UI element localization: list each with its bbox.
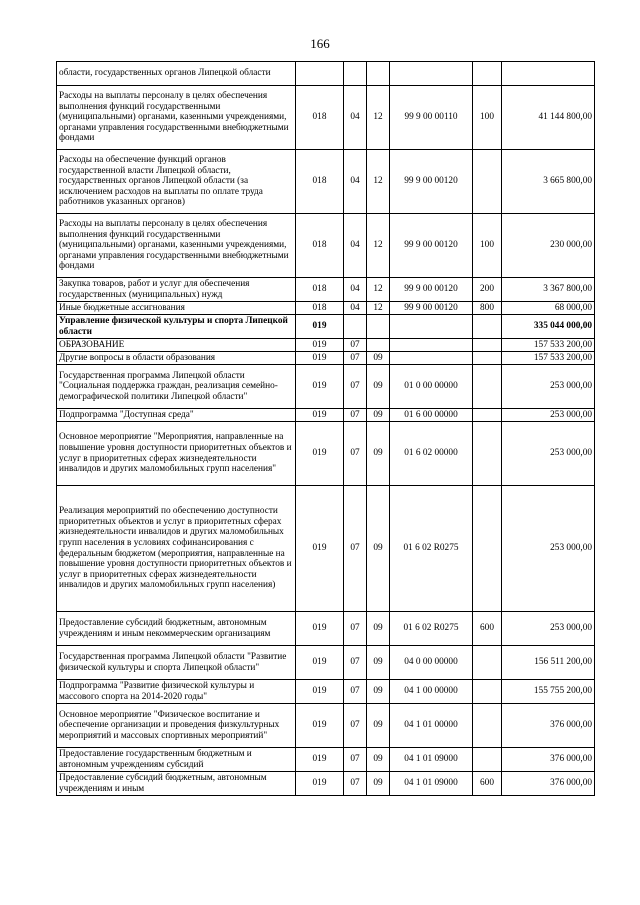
cell-ministry-code bbox=[296, 62, 344, 86]
table-row bbox=[57, 278, 595, 302]
cell-target-code: 01 6 02 R0275 bbox=[390, 612, 473, 646]
cell-ministry-code: 019 bbox=[296, 646, 344, 680]
cell-target-code: 99 9 00 00120 bbox=[390, 150, 473, 214]
cell-section-code: 07 bbox=[344, 680, 367, 704]
cell-section-code: 07 bbox=[344, 748, 367, 772]
cell-target-code: 99 9 00 00120 bbox=[390, 278, 473, 302]
cell-ministry-code: 018 bbox=[296, 302, 344, 315]
cell-ministry-code: 018 bbox=[296, 214, 344, 278]
cell-expense-type bbox=[473, 680, 502, 704]
cell-section-code: 07 bbox=[344, 486, 367, 612]
cell-ministry-code: 018 bbox=[296, 150, 344, 214]
cell-amount: 253 000,00 bbox=[502, 365, 595, 409]
cell-subsection-code: 09 bbox=[367, 352, 390, 365]
cell-section-code: 07 bbox=[344, 352, 367, 365]
cell-ministry-code: 018 bbox=[296, 278, 344, 302]
cell-expense-type: 200 bbox=[473, 278, 502, 302]
cell-section-code: 07 bbox=[344, 646, 367, 680]
cell-section-code: 04 bbox=[344, 302, 367, 315]
cell-ministry-code: 019 bbox=[296, 315, 344, 339]
cell-ministry-code: 019 bbox=[296, 365, 344, 409]
cell-amount bbox=[502, 62, 595, 86]
cell-amount: 230 000,00 bbox=[502, 214, 595, 278]
cell-subsection-code: 12 bbox=[367, 278, 390, 302]
cell-target-code bbox=[390, 315, 473, 339]
table-row bbox=[57, 646, 595, 680]
cell-expense-type bbox=[473, 422, 502, 486]
cell-target-code: 01 6 00 00000 bbox=[390, 409, 473, 422]
cell-expense-type bbox=[473, 704, 502, 748]
cell-subsection-code: 09 bbox=[367, 772, 390, 796]
cell-ministry-code: 019 bbox=[296, 486, 344, 612]
cell-expense-type: 800 bbox=[473, 302, 502, 315]
cell-subsection-code: 12 bbox=[367, 302, 390, 315]
cell-section-code: 04 bbox=[344, 150, 367, 214]
cell-name: Основное мероприятие "Физическое воспитание и обеспечение организации и проведения физкультурных мероприятий и массовых спортивных мероприятий" bbox=[57, 704, 296, 748]
table-row bbox=[57, 352, 595, 365]
cell-ministry-code: 019 bbox=[296, 772, 344, 796]
cell-subsection-code bbox=[367, 62, 390, 86]
budget-table bbox=[56, 61, 595, 796]
cell-expense-type bbox=[473, 339, 502, 352]
cell-name: Расходы на выплаты персоналу в целях обеспечения выполнения функций государственными (муниципальными) органами, казенными учреждениями, органами управления государственными внебюджетными фондами bbox=[57, 86, 296, 150]
cell-target-code bbox=[390, 339, 473, 352]
table-row bbox=[57, 422, 595, 486]
cell-subsection-code: 09 bbox=[367, 422, 390, 486]
cell-subsection-code: 09 bbox=[367, 646, 390, 680]
cell-expense-type bbox=[473, 646, 502, 680]
cell-expense-type: 600 bbox=[473, 612, 502, 646]
cell-subsection-code: 12 bbox=[367, 150, 390, 214]
table-row bbox=[57, 214, 595, 278]
cell-subsection-code: 12 bbox=[367, 86, 390, 150]
cell-section-code: 07 bbox=[344, 422, 367, 486]
table-row bbox=[57, 704, 595, 748]
cell-ministry-code: 019 bbox=[296, 339, 344, 352]
cell-expense-type bbox=[473, 315, 502, 339]
cell-expense-type bbox=[473, 62, 502, 86]
cell-target-code: 01 6 02 R0275 bbox=[390, 486, 473, 612]
cell-subsection-code: 09 bbox=[367, 486, 390, 612]
cell-target-code: 04 1 01 09000 bbox=[390, 772, 473, 796]
cell-name: Основное мероприятие "Мероприятия, направленные на повышение уровня доступности приоритетных объектов и услуг в приоритетных сферах жизнедеятельности инвалидов и других маломобильных групп населения" bbox=[57, 422, 296, 486]
cell-subsection-code bbox=[367, 315, 390, 339]
cell-subsection-code: 09 bbox=[367, 409, 390, 422]
cell-name: Иные бюджетные ассигнования bbox=[57, 302, 296, 315]
cell-subsection-code: 09 bbox=[367, 704, 390, 748]
cell-target-code bbox=[390, 62, 473, 86]
cell-name: области, государственных органов Липецкой области bbox=[57, 62, 296, 86]
cell-expense-type: 100 bbox=[473, 86, 502, 150]
cell-name: Государственная программа Липецкой области "Развитие физической культуры и спорта Липецкой области" bbox=[57, 646, 296, 680]
table-row bbox=[57, 315, 595, 339]
cell-ministry-code: 019 bbox=[296, 680, 344, 704]
cell-section-code bbox=[344, 62, 367, 86]
cell-target-code: 04 1 01 00000 bbox=[390, 704, 473, 748]
cell-amount: 253 000,00 bbox=[502, 409, 595, 422]
table-row bbox=[57, 86, 595, 150]
cell-expense-type bbox=[473, 365, 502, 409]
cell-subsection-code: 09 bbox=[367, 365, 390, 409]
cell-target-code: 04 1 01 09000 bbox=[390, 748, 473, 772]
cell-section-code: 04 bbox=[344, 214, 367, 278]
cell-section-code: 04 bbox=[344, 86, 367, 150]
cell-name: Предоставление субсидий бюджетным, автономным учреждениям и иным некоммерческим организациям bbox=[57, 612, 296, 646]
table-row bbox=[57, 339, 595, 352]
cell-ministry-code: 019 bbox=[296, 422, 344, 486]
cell-name: Расходы на обеспечение функций органов государственной власти Липецкой области, государственных органов Липецкой области (за исключением расходов на выплаты по оплате труда работников указанных органов) bbox=[57, 150, 296, 214]
cell-section-code: 07 bbox=[344, 704, 367, 748]
cell-section-code: 07 bbox=[344, 409, 367, 422]
cell-name: Закупка товаров, работ и услуг для обеспечения государственных (муниципальных) нужд bbox=[57, 278, 296, 302]
cell-target-code: 99 9 00 00110 bbox=[390, 86, 473, 150]
cell-name: Подпрограмма "Доступная среда" bbox=[57, 409, 296, 422]
cell-amount: 156 511 200,00 bbox=[502, 646, 595, 680]
cell-name: Государственная программа Липецкой области "Социальная поддержка граждан, реализация семейно-демографической политики Липецкой области" bbox=[57, 365, 296, 409]
cell-subsection-code: 12 bbox=[367, 214, 390, 278]
cell-section-code bbox=[344, 315, 367, 339]
table-row bbox=[57, 748, 595, 772]
cell-target-code: 99 9 00 00120 bbox=[390, 302, 473, 315]
cell-subsection-code: 09 bbox=[367, 612, 390, 646]
cell-amount: 253 000,00 bbox=[502, 486, 595, 612]
table-row bbox=[57, 150, 595, 214]
cell-expense-type bbox=[473, 150, 502, 214]
cell-ministry-code: 018 bbox=[296, 86, 344, 150]
cell-target-code bbox=[390, 352, 473, 365]
cell-target-code: 99 9 00 00120 bbox=[390, 214, 473, 278]
cell-expense-type bbox=[473, 486, 502, 612]
cell-ministry-code: 019 bbox=[296, 612, 344, 646]
table-row bbox=[57, 302, 595, 315]
cell-section-code: 07 bbox=[344, 365, 367, 409]
cell-amount: 253 000,00 bbox=[502, 422, 595, 486]
cell-expense-type bbox=[473, 409, 502, 422]
cell-amount: 155 755 200,00 bbox=[502, 680, 595, 704]
table-row bbox=[57, 680, 595, 704]
cell-target-code: 01 6 02 00000 bbox=[390, 422, 473, 486]
table-row bbox=[57, 772, 595, 796]
cell-section-code: 07 bbox=[344, 772, 367, 796]
cell-name: Другие вопросы в области образования bbox=[57, 352, 296, 365]
cell-name: Расходы на выплаты персоналу в целях обеспечения выполнения функций государственными (муниципальными) органами, казенными учреждениями, органами управления государственными внебюджетными фондами bbox=[57, 214, 296, 278]
cell-expense-type bbox=[473, 748, 502, 772]
table-row bbox=[57, 365, 595, 409]
cell-ministry-code: 019 bbox=[296, 704, 344, 748]
cell-name: Подпрограмма "Развитие физической культуры и массового спорта на 2014-2020 годы" bbox=[57, 680, 296, 704]
cell-section-code: 04 bbox=[344, 278, 367, 302]
cell-target-code: 04 0 00 00000 bbox=[390, 646, 473, 680]
cell-name: Реализация мероприятий по обеспечению доступности приоритетных объектов и услуг в приоритетных сферах жизнедеятельности инвалидов и других маломобильных групп населения в условиях софинансирования с федеральным бюджетом (мероприятия, направленные на повышение уровня доступности приоритетных объектов и услуг в приоритетных сферах жизнедеятельности инвалидов и других маломобильных групп населения) bbox=[57, 486, 296, 612]
cell-amount: 41 144 800,00 bbox=[502, 86, 595, 150]
cell-expense-type bbox=[473, 352, 502, 365]
cell-section-code: 07 bbox=[344, 612, 367, 646]
cell-amount: 3 665 800,00 bbox=[502, 150, 595, 214]
cell-expense-type: 600 bbox=[473, 772, 502, 796]
cell-amount: 376 000,00 bbox=[502, 748, 595, 772]
cell-ministry-code: 019 bbox=[296, 409, 344, 422]
cell-name: Управление физической культуры и спорта Липецкой области bbox=[57, 315, 296, 339]
cell-subsection-code: 09 bbox=[367, 748, 390, 772]
cell-name: Предоставление субсидий бюджетным, автономным учреждениям и иным bbox=[57, 772, 296, 796]
cell-name: ОБРАЗОВАНИЕ bbox=[57, 339, 296, 352]
cell-amount: 376 000,00 bbox=[502, 772, 595, 796]
cell-amount: 335 044 000,00 bbox=[502, 315, 595, 339]
cell-amount: 3 367 800,00 bbox=[502, 278, 595, 302]
cell-amount: 68 000,00 bbox=[502, 302, 595, 315]
cell-ministry-code: 019 bbox=[296, 748, 344, 772]
table-row bbox=[57, 486, 595, 612]
cell-ministry-code: 019 bbox=[296, 352, 344, 365]
cell-expense-type: 100 bbox=[473, 214, 502, 278]
cell-amount: 157 533 200,00 bbox=[502, 339, 595, 352]
cell-section-code: 07 bbox=[344, 339, 367, 352]
cell-target-code: 01 0 00 00000 bbox=[390, 365, 473, 409]
table-body bbox=[57, 62, 595, 796]
cell-amount: 157 533 200,00 bbox=[502, 352, 595, 365]
cell-subsection-code bbox=[367, 339, 390, 352]
cell-amount: 253 000,00 bbox=[502, 612, 595, 646]
cell-target-code: 04 1 00 00000 bbox=[390, 680, 473, 704]
cell-amount: 376 000,00 bbox=[502, 704, 595, 748]
table-row bbox=[57, 62, 595, 86]
table-row bbox=[57, 409, 595, 422]
cell-name: Предоставление государственным бюджетным и автономным учреждениям субсидий bbox=[57, 748, 296, 772]
table-row bbox=[57, 612, 595, 646]
cell-subsection-code: 09 bbox=[367, 680, 390, 704]
page-number: 166 bbox=[310, 36, 330, 51]
